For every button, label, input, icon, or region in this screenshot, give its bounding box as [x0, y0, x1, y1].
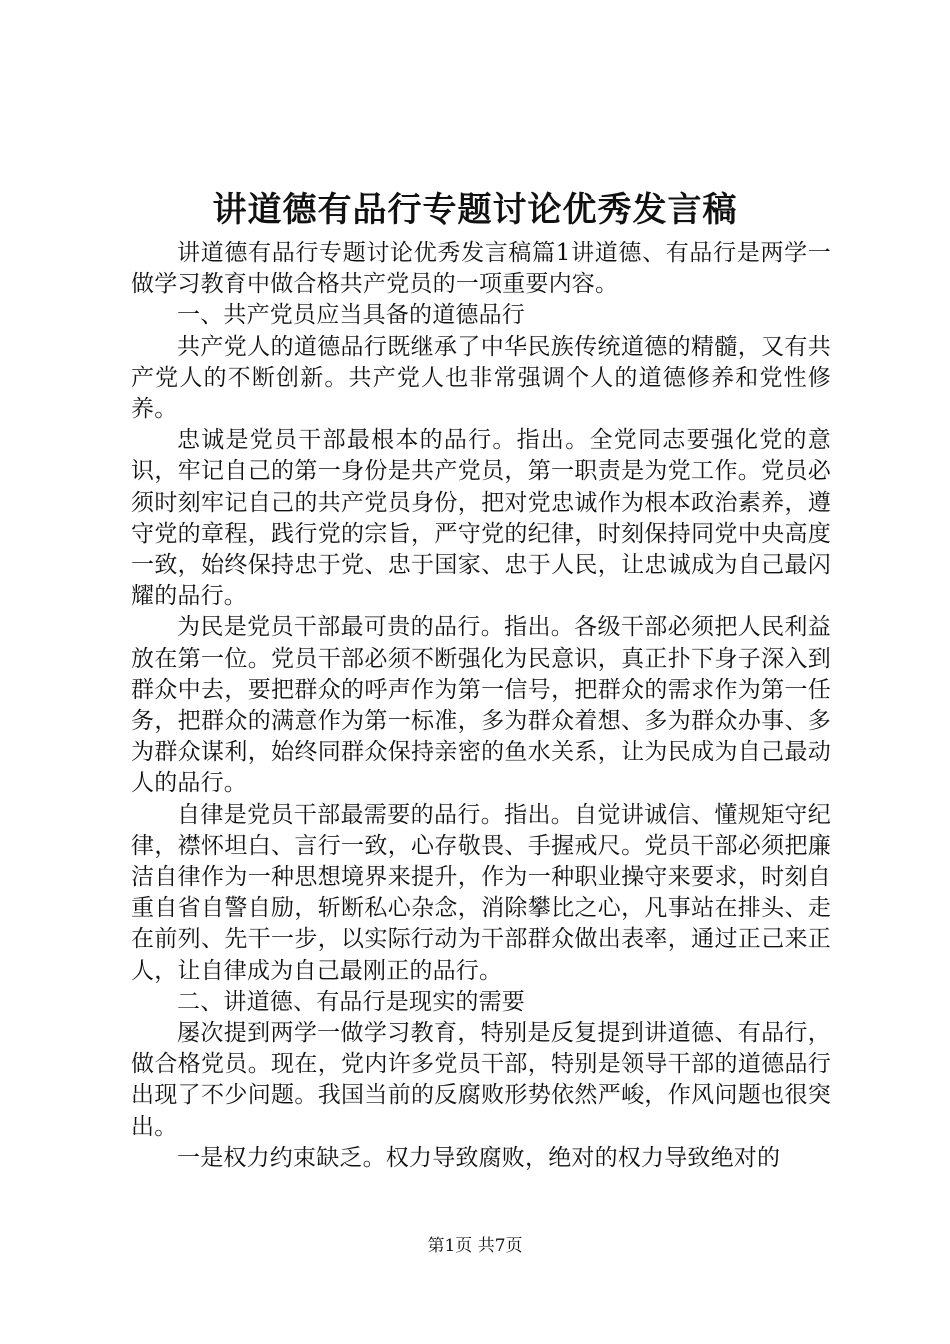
paragraph-loyalty: 忠诚是党员干部最根本的品行。指出。全党同志要强化党的意识，牢记自己的第一身份是共产党员，第一职责是为党工作。党员必须时刻牢记自己的共产党员身份，把对党忠诚作为根本政治素养，遵守党的章程，践行党的宗旨，严守党的纪律，时刻保持同党中央高度一致，始终保持忠于党、忠于国家、忠于人民，让忠诚成为自己最闪耀的品行。: [131, 427, 831, 610]
page-number-footer: 第1页 共7页: [427, 1236, 523, 1256]
paragraph-power-constraint: 一是权力约束缺乏。权力导致腐败，绝对的权力导致绝对的: [177, 1144, 781, 1171]
body-text: [131, 238, 831, 1174]
section-heading-2: 二、讲道德、有品行是现实的需要: [177, 988, 525, 1015]
paragraph-moral-character: 共产党人的道德品行既继承了中华民族传统道德的精髓，又有共产党人的不断创新。共产党人也非常强调个人的道德修养和党性修养。: [131, 333, 831, 423]
section-heading-1: 一、共产党员应当具备的道德品行: [177, 302, 525, 329]
page-title: 讲道德有品行专题讨论优秀发言稿: [212, 190, 738, 230]
paragraph-intro: 讲道德有品行专题讨论优秀发言稿篇1讲道德、有品行是两学一做学习教育中做合格共产党员的一项重要内容。: [131, 240, 831, 298]
paragraph-self-discipline: 自律是党员干部最需要的品行。指出。自觉讲诚信、懂规矩守纪律，襟怀坦白、言行一致，心存敬畏、手握戒尺。党员干部必须把廉洁自律作为一种思想境界来提升，作为一种职业操守来要求，时刻自重自省自警自励，斩断私心杂念，消除攀比之心，凡事站在排头、走在前列、先干一步，以实际行动为干部群众做出表率，通过正己来正人，让自律成为自己最刚正的品行。: [131, 801, 831, 984]
paragraph-reality-need: 屡次提到两学一做学习教育，特别是反复提到讲道德、有品行，做合格党员。现在，党内许多党员干部，特别是领导干部的道德品行出现了不少问题。我国当前的反腐败形势依然严峻，作风问题也很突出。: [131, 1020, 831, 1140]
paragraph-serving-people: 为民是党员干部最可贵的品行。指出。各级干部必须把人民利益放在第一位。党员干部必须不断强化为民意识，真正扑下身子深入到群众中去，要把群众的呼声作为第一信号，把群众的需求作为第一任务，把群众的满意作为第一标准，多为群众着想、多为群众办事、多为群众谋利，始终同群众保持亲密的鱼水关系，让为民成为自己最动人的品行。: [131, 614, 831, 797]
